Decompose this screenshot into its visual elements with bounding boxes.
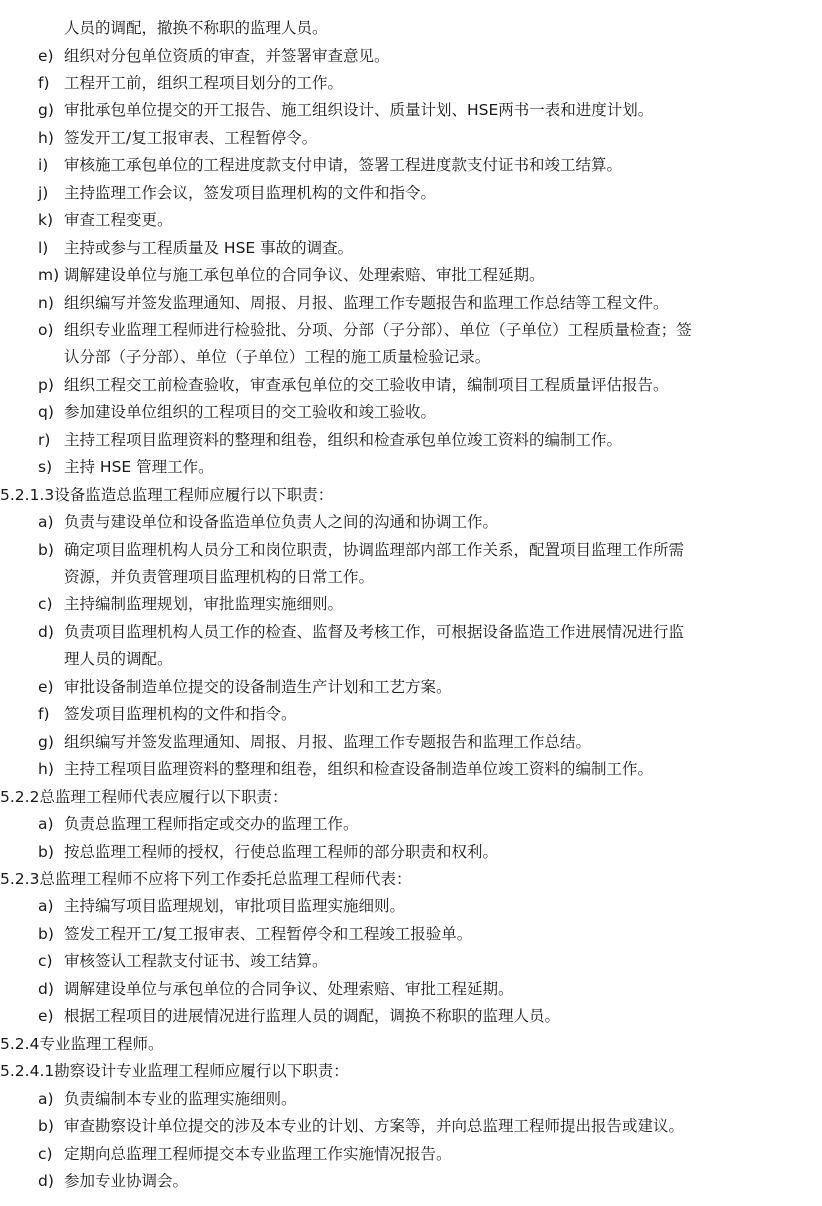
list-item-label: b) [38,1117,54,1135]
list-item-label: c) [38,952,53,971]
list-item-label: d) [38,979,54,998]
list-item-label: e) [38,46,54,65]
line-text: 主持工程项目监理资料的整理和组卷，组织和检查承包单位竣工资料的编制工作。 [64,430,623,449]
line-text: 总监理工程师不应将下列工作委托总监理工程师代表： [39,869,412,888]
list-item-label: a) [38,513,54,532]
list-item-label: a) [38,897,54,916]
list-item-label: o) [38,320,54,339]
list-item-label: g) [38,732,54,751]
list-item [0,728,822,756]
line-text: 参加建设单位组织的工程项目的交工验收和竣工验收。 [64,403,437,422]
section-number: 5.2.4.1 [0,1062,55,1081]
line-text: 专业监理工程师。 [39,1034,164,1053]
list-item-label: c) [38,595,53,614]
line-text: 工程开工前，组织工程项目划分的工作。 [64,73,344,92]
line-text: 根据工程项目的进展情况进行监理人员的调配，调换不称职的监理人员。 [64,1007,561,1026]
list-item [0,838,822,866]
line-text: 负责项目监理机构人员工作的检查、监督及考核工作，可根据设备监造工作进展情况进行监 [64,622,685,641]
line-text: 主持 HSE 管理工作。 [64,458,214,477]
list-item [0,1167,822,1195]
section-heading [0,783,822,811]
list-item-label: e) [38,677,54,696]
list-item [0,920,822,948]
list-item-label: i) [38,156,49,175]
list-item-label: m) [38,266,60,284]
list-item-label: f) [38,705,50,724]
list-item-label: b) [38,842,54,861]
list-item [0,234,822,262]
list-item-label: h) [38,128,54,147]
line-text: 组织编写并签发监理通知、周报、月报、监理工作专题报告和监理工作总结等工程文件。 [64,293,669,312]
list-item-continuation [0,645,822,673]
list-item-continuation [0,14,822,42]
list-item [0,426,822,454]
list-item [0,1140,822,1168]
list-item [0,618,822,646]
list-item-label: r) [38,430,51,449]
list-item-label: b) [38,924,54,943]
list-item-label: d) [38,622,54,641]
section-number: 5.2.4 [0,1034,40,1053]
line-text: 认分部（子分部）、单位（子单位）工程的施工质量检验记录。 [64,348,491,367]
line-text: 组织工程交工前检查验收，审查承包单位的交工验收申请，编制项目工程质量评估报告。 [64,375,669,394]
list-item [0,69,822,97]
list-item [0,453,822,481]
list-item-label: h) [38,760,54,779]
line-text: 组织专业监理工程师进行检验批、分项、分部（子分部）、单位（子单位）工程质量检查；签 [64,320,692,339]
list-item-label: s) [38,458,53,477]
line-text: 资源，并负责管理项目监理机构的日常工作。 [64,568,375,586]
list-item-label: l) [38,238,49,257]
list-item [0,42,822,70]
section-heading [0,481,822,509]
line-text: 调解建设单位与承包单位的合同争议、处理索赔、审批工程延期。 [64,979,514,998]
list-item-label: b) [38,540,54,559]
line-text: 总监理工程师代表应履行以下职责： [39,787,288,806]
line-text: 主持编制监理规划，审批监理实施细则。 [64,595,344,614]
line-text: 审批设备制造单位提交的设备制造生产计划和工艺方案。 [64,677,452,696]
list-item-continuation [0,343,822,371]
section-number: 5.2.1.3 [0,485,55,504]
list-item-label: c) [38,1144,53,1163]
list-item [0,124,822,152]
line-text: 审核签认工程款支付证书、竣工结算。 [64,952,328,971]
line-text: 按总监理工程师的授权，行使总监理工程师的部分职责和权利。 [64,842,499,861]
list-item [0,810,822,838]
list-item-label: q) [38,403,54,422]
section-heading [0,1030,822,1058]
line-text: 勘察设计专业监理工程师应履行以下职责： [54,1062,349,1081]
list-item-label: a) [38,815,54,833]
list-item [0,975,822,1003]
line-text: 主持工程项目监理资料的整理和组卷，组织和检查设备制造单位竣工资料的编制工作。 [64,760,654,779]
list-item-continuation [0,563,822,591]
list-item-label: a) [38,1089,54,1108]
line-text: 签发开工/复工报审表、工程暂停令。 [64,128,318,147]
list-item [0,892,822,920]
line-text: 参加专业协调会。 [64,1171,189,1190]
list-item-label: g) [38,101,54,120]
line-text: 理人员的调配。 [64,650,173,669]
list-item [0,206,822,234]
line-text: 主持或参与工程质量及 HSE 事故的调查。 [64,238,354,257]
list-item [0,1085,822,1113]
list-item-label: k) [38,211,54,230]
list-item [0,316,822,344]
line-text: 审查勘察设计单位提交的涉及本专业的计划、方案等，并向总监理工程师提出报告或建议。 [64,1117,685,1135]
list-item [0,700,822,728]
list-item [0,536,822,564]
line-text: 设备监造总监理工程师应履行以下职责： [54,485,334,504]
list-item [0,590,822,618]
list-item [0,289,822,317]
list-item-label: j) [38,183,49,202]
list-item [0,673,822,701]
list-item [0,96,822,124]
list-item-label: p) [38,375,54,394]
line-text: 定期向总监理工程师提交本专业监理工作实施情况报告。 [64,1144,452,1163]
list-item [0,371,822,399]
section-heading [0,865,822,893]
line-text: 审核施工承包单位的工程进度款支付申请，签署工程进度款支付证书和竣工结算。 [64,156,623,175]
list-item-label: f) [38,73,50,92]
line-text: 主持编写项目监理规划，审批项目监理实施细则。 [64,897,406,916]
list-item [0,398,822,426]
list-item [0,508,822,536]
line-text: 人员的调配，撤换不称职的监理人员。 [64,19,328,37]
line-text: 负责编制本专业的监理实施细则。 [64,1089,297,1108]
section-heading [0,1057,822,1085]
line-text: 负责总监理工程师指定或交办的监理工作。 [64,815,359,833]
list-item [0,1112,822,1140]
list-item [0,261,822,289]
line-text: 组织编写并签发监理通知、周报、月报、监理工作专题报告和监理工作总结。 [64,732,592,751]
list-item-label: n) [38,293,54,312]
list-item [0,755,822,783]
list-item-label: e) [38,1007,54,1026]
line-text: 调解建设单位与施工承包单位的合同争议、处理索赔、审批工程延期。 [64,266,545,284]
line-text: 签发项目监理机构的文件和指令。 [64,705,297,724]
line-text: 组织对分包单位资质的审查，并签署审查意见。 [64,46,390,65]
line-text: 审查工程变更。 [64,211,173,230]
list-item [0,1002,822,1030]
list-item [0,947,822,975]
line-text: 负责与建设单位和设备监造单位负责人之间的沟通和协调工作。 [64,513,499,532]
section-number: 5.2.3 [0,869,40,888]
line-text: 审批承包单位提交的开工报告、施工组织设计、质量计划、HSE两书一表和进度计划。 [64,101,654,120]
line-text: 主持监理工作会议，签发项目监理机构的文件和指令。 [64,183,437,202]
line-text: 确定项目监理机构人员分工和岗位职责，协调监理部内部工作关系，配置项目监理工作所需 [64,540,685,559]
list-item [0,151,822,179]
list-item-label: d) [38,1171,54,1190]
section-number: 5.2.2 [0,787,40,806]
line-text: 签发工程开工/复工报审表、工程暂停令和工程竣工报验单。 [64,924,473,943]
list-item [0,179,822,207]
